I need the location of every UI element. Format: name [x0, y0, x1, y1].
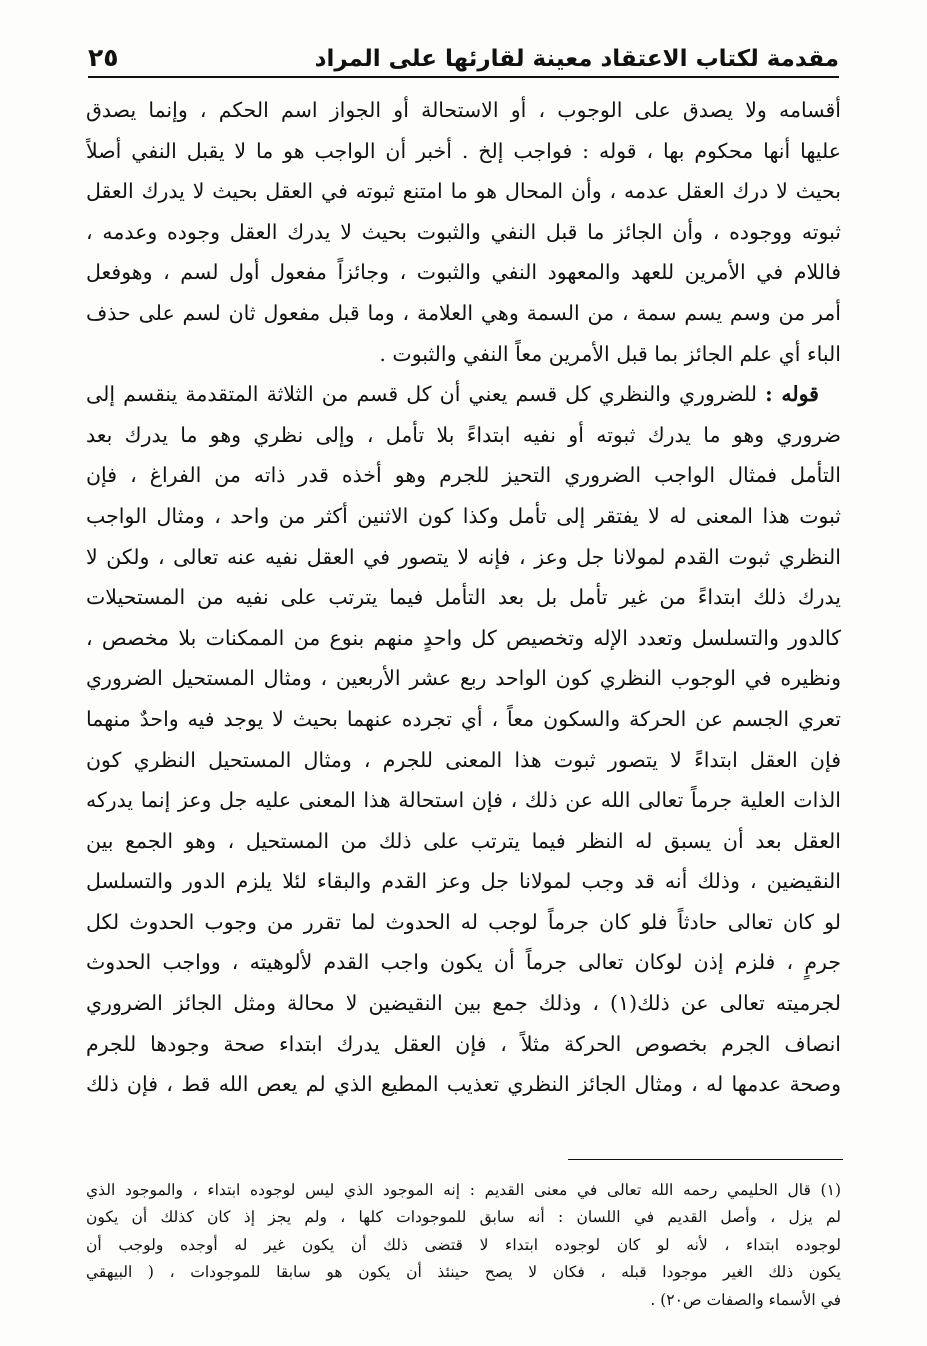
text-line: أقسامه ولا يصدق على الوجوب ، أو الاستحالة أو الجواز اسم الحكم ، وإنما يصدق	[86, 98, 841, 122]
text-line: ونظيره في الوجوب النظري كون الواحد ربع عشر الأربعين ، ومثال المستحيل الضروري	[86, 666, 841, 691]
footnote-line: لوجوده ابتداء ، لأنه لو كان لوجوده ابتداء لا قتضى ذلك أن يكون غير له أوجده ولوجب أن	[86, 1235, 841, 1254]
footnote-line: يكون ذلك الغير موجودا قبله ، فكان لا يصح حينئذ أن يكون هو سابقا للموجودات ، ( البيهقي	[86, 1263, 841, 1282]
text-line: أمر من وسم يسم سمة ، من السمة وهي العلامة ، وما قبل مفعول ثان لسم على حذف	[86, 300, 841, 325]
text-line: ضروري وهو ما يدرك ثبوته أو نفيه ابتداءً بلا تأمل ، وإلى نظري وهو ما يدرك بعد	[86, 422, 841, 447]
text-line: كالدور والتسلسل وتعدد الإله وتخصيص كل واحدٍ منهم بنوع من الممكنات بلا مخصص ،	[86, 625, 841, 650]
paragraph-first-line	[86, 374, 841, 415]
text-line: العقل بعد أن يسبق له النظر فيما يترتب على ذلك من المستحيل ، وهو الجمع بين	[86, 828, 841, 853]
text-line: الذات العلية جرماً تعالى الله عن ذلك ، فإن استحالة هذا المعنى عليه جل وعز إنما يدركه	[86, 788, 841, 813]
footnotes	[86, 1177, 841, 1314]
text-run: للضروري والنظري كل قسم يعني أن كل قسم من الثلاثة المتقدمة ينقسم إلى	[86, 382, 757, 407]
text-line: التأمل فمثال الواجب الضروري التحيز للجرم وهو أخذه قدر ذاته من الفراغ ، فإن	[86, 463, 841, 488]
text-line: الباء أي علم الجائز بما قبل الأمرين معاً النفي والثبوت .	[379, 341, 841, 366]
text-line: فإن العقل ابتداءً لا يتصور ثبوت هذا المعنى للجرم ، ومثال المستحيل النظري كون	[86, 747, 841, 772]
text-line: ثبوت هذا المعنى له لا يفتقر إلى تأمل وكذا كون الاثنين أكثر من واحد ، ومثال الواجب	[86, 503, 841, 528]
text-line: تعري الجسم عن الحركة والسكون معاً ، أي تجرده عنهما بحيث لا يوجد فيه واحدٌ منهما	[86, 706, 841, 731]
paragraph-lead: قوله :	[765, 382, 819, 407]
text-line: يدرك ذلك ابتداءً من غير تأمل بل بعد التأمل فيما يترتب على نفيه من المستحيلات	[86, 585, 841, 610]
running-title: مقدمة لكتاب الاعتقاد معينة لقارئها على المراد	[314, 46, 839, 72]
text-line: جرمٍ ، فلزم إذن لوكان تعالى جرماً أن يكون واجب القدم لألوهيته ، وواجب الحدوث	[86, 950, 841, 975]
text-line: وصحة عدمها له ، ومثال الجائز النظري تعذيب المطيع الذي لم يعص الله قط ، فإن ذلك	[86, 1072, 841, 1097]
footnote-line: في الأسماء والصفات ص٢٠) .	[650, 1290, 841, 1309]
footnote-separator	[568, 1159, 843, 1160]
text-line: بحيث لا درك العقل عدمه ، وأن المحال هو ما امتنع ثبوته في العقل بحيث لا يدرك العقل	[86, 179, 841, 204]
text-line: فاللام في الأمرين للعهد والمعهود النفي والثبوت ، وجائزاً مفعول أول لسم ، وهوفعل	[86, 260, 841, 285]
main-text	[86, 90, 841, 1105]
text-line: انصاف الجرم بخصوص الحركة مثلاً ، فإن العقل يدرك ابتداء صحة وجودها للجرم	[86, 1031, 841, 1056]
text-line: النظري ثبوت القدم لمولانا جل وعز ، فإنه لا يتصور في العقل نفيه عنه تعالى ، ولكن لا	[86, 544, 841, 569]
text-line: عليها أنها محكوم بها ، قوله : فواجب إلخ . أخبر أن الواجب هو ما لا يقبل النفي أصلاً	[86, 138, 841, 163]
page-number: ٢٥	[88, 43, 119, 72]
text-line: ثبوته ووجوده ، وأن الجائز ما قبل النفي والثبوت بحيث لا يدرك العقل وجوده وعدمه ،	[86, 219, 841, 244]
text-line: لو كان تعالى حادثاً فلو كان جرماً لوجب له الحدوث لما تقرر من وجوب الحدوث لكل	[86, 909, 841, 934]
footnote-line: (١) قال الحليمي رحمه الله تعالى في معنى القديم : إنه الموجود الذي ليس لوجوده ابتداء ، والموجود الذي	[86, 1181, 841, 1199]
text-line: النقيضين ، وذلك أنه قد وجب لمولانا جل وعز القدم والبقاء لئلا يلزم الدور والتسلسل	[86, 869, 841, 894]
running-header	[88, 38, 839, 78]
text-line: لجرميته تعالى عن ذلك(١) ، وذلك جمع بين النقيضين لا محالة ومثل الجائز الضروري	[86, 991, 841, 1016]
footnote-line: لم يزل ، وأصل القديم في اللسان : أنه سابق للموجودات كلها ، ولم يجز إذ كان كذلك أن يكون	[86, 1208, 841, 1227]
